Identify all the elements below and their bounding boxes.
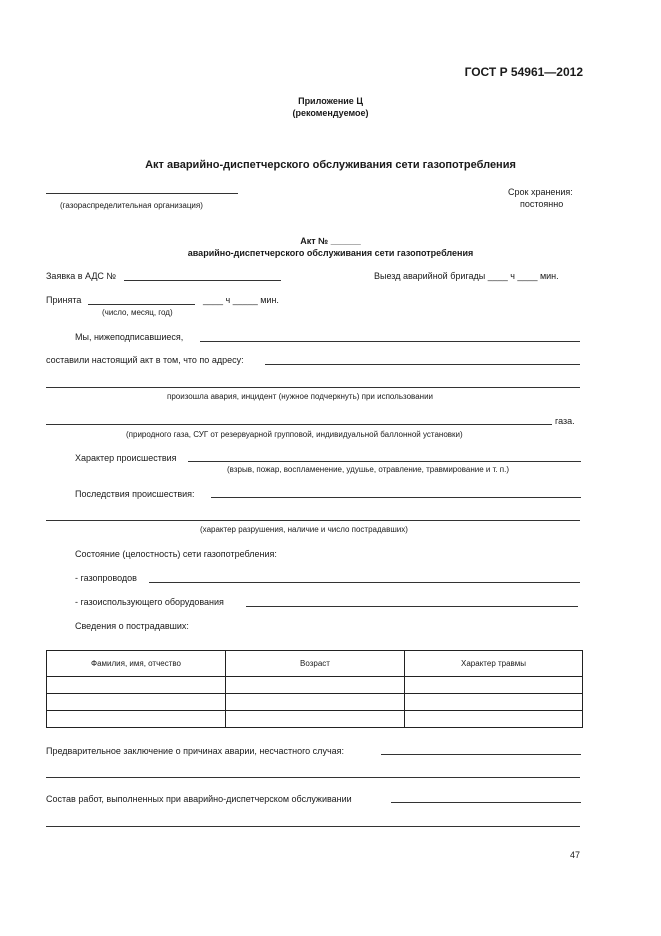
act-subtitle: аварийно-диспетчерского обслуживания сети газопотребления [187, 248, 474, 258]
table-cell [405, 677, 583, 694]
nature-caption: (взрыв, пожар, воспламенение, удушье, отравление, травмирование и т. п.) [227, 465, 510, 474]
org-line [46, 193, 238, 194]
signed-label: Мы, нижеподписавшиеся, [75, 332, 184, 342]
table-cell [47, 711, 226, 728]
accepted-caption: (число, месяц, год) [102, 308, 173, 317]
table-cell [405, 694, 583, 711]
column-header-injury: Характер травмы [405, 651, 583, 677]
table-cell [226, 677, 405, 694]
accepted-label: Принята [46, 295, 82, 305]
storage-value: постоянно [520, 199, 564, 209]
accepted-date-line [88, 304, 195, 305]
act-number: Акт № ______ [300, 236, 361, 246]
table-cell [226, 694, 405, 711]
table-cell [226, 711, 405, 728]
conclusion-line [381, 754, 581, 755]
consequences-caption: (характер разрушения, наличие и число пострадавших) [200, 525, 408, 534]
consequences-line-2 [46, 520, 580, 521]
address-label: составили настоящий акт в том, что по адресу: [46, 355, 244, 365]
gas-suffix: газа. [555, 416, 575, 426]
table-row [47, 694, 583, 711]
pipes-line [149, 582, 580, 583]
accident-caption: произошла авария, инцидент (нужное подчеркнуть) при использовании [167, 392, 434, 401]
victims-table [46, 650, 583, 728]
works-label: Состав работ, выполненных при аварийно-диспетчерском обслуживании [46, 794, 352, 804]
table-cell [47, 694, 226, 711]
works-line [391, 802, 581, 803]
page-number: 47 [570, 850, 581, 860]
nature-label: Характер происшествия [75, 453, 177, 463]
gost-number: ГОСТ Р 54961—2012 [464, 65, 583, 79]
brigade-departure: Выезд аварийной бригады ____ ч ____ мин. [374, 271, 559, 281]
page-title: Акт аварийно-диспетчерского обслуживания сети газопотребления [145, 159, 516, 171]
table-row [47, 677, 583, 694]
signed-line [200, 341, 580, 342]
appendix-label: Приложение Ц [298, 96, 363, 106]
appendix-note: (рекомендуемое) [292, 108, 369, 118]
table-cell [47, 677, 226, 694]
org-caption: (газораспределительная организация) [60, 201, 203, 210]
conclusion-line-2 [46, 777, 580, 778]
consequences-label: Последствия происшествия: [75, 489, 195, 499]
works-line-2 [46, 826, 580, 827]
table-cell [405, 711, 583, 728]
address-line-2 [46, 387, 580, 388]
table-row [47, 711, 583, 728]
column-header-age: Возраст [226, 651, 405, 677]
equipment-label: - газоиспользующего оборудования [75, 597, 224, 607]
consequences-line [211, 497, 581, 498]
request-line [124, 280, 281, 281]
accepted-time: ____ ч _____ мин. [203, 295, 279, 305]
nature-line [188, 461, 581, 462]
request-label: Заявка в АДС № [46, 271, 117, 281]
conclusion-label: Предварительное заключение о причинах аварии, несчастного случая: [46, 746, 345, 756]
storage-label: Срок хранения: [508, 187, 573, 197]
victims-label: Сведения о пострадавших: [75, 621, 189, 631]
address-line [265, 364, 580, 365]
gas-line [46, 424, 552, 425]
table-header-row [47, 651, 583, 677]
pipes-label: - газопроводов [75, 573, 137, 583]
equipment-line [246, 606, 578, 607]
network-state-label: Состояние (целостность) сети газопотребления: [75, 549, 277, 559]
gas-caption: (природного газа, СУГ от резервуарной групповой, индивидуальной баллонной установки) [126, 430, 463, 439]
column-header-name: Фамилия, имя, отчество [47, 651, 226, 677]
